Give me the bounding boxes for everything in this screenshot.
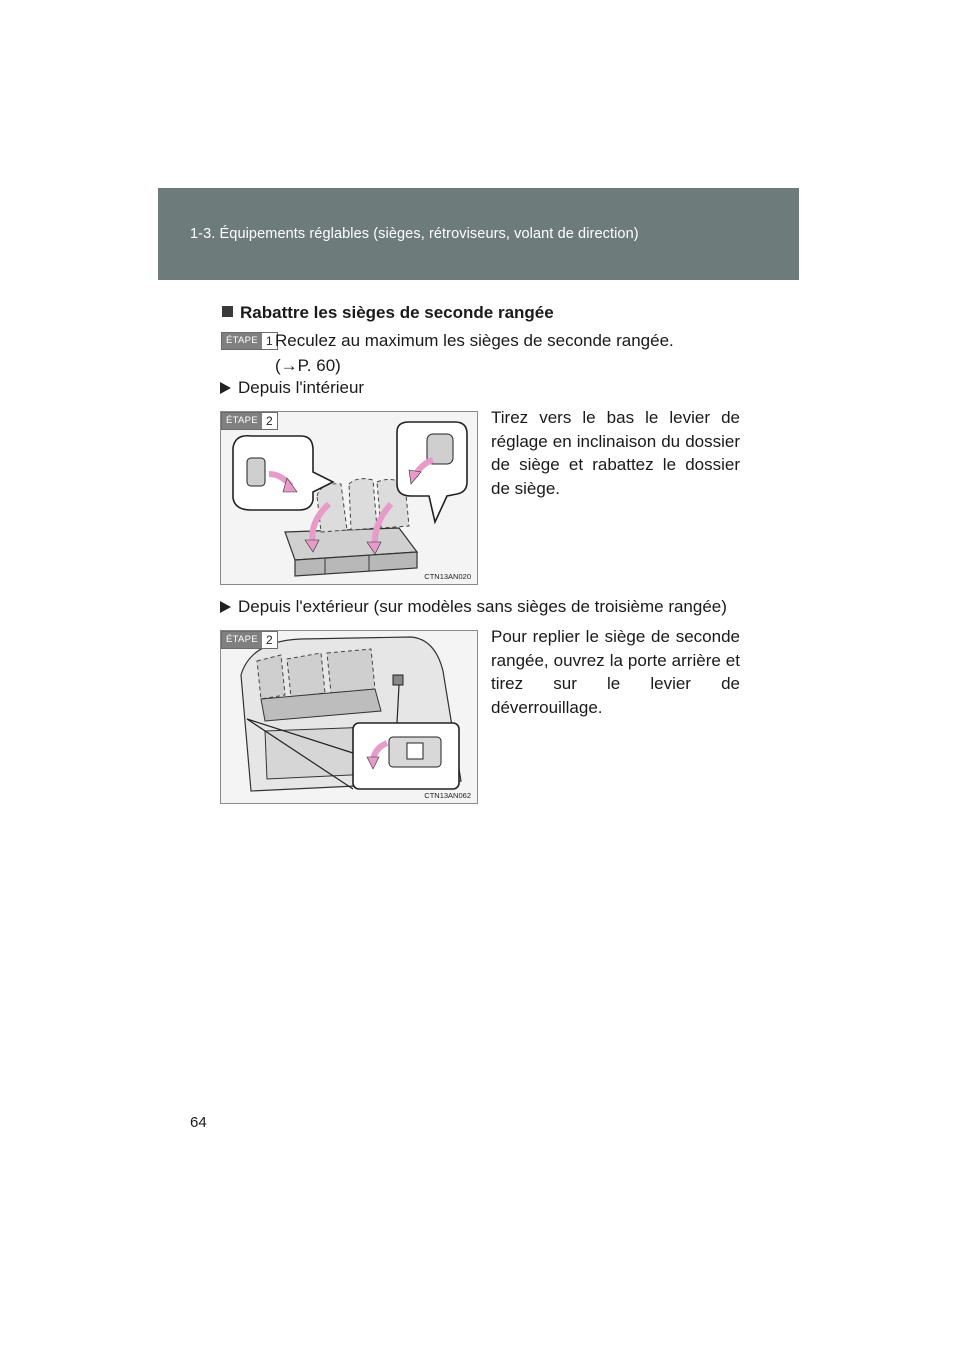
exterior-figure (220, 630, 478, 804)
step-number: 1 (262, 333, 277, 349)
step-number: 2 (262, 632, 277, 648)
seat-fold-illustration (221, 412, 477, 584)
page-number: 64 (190, 1114, 207, 1131)
square-bullet-icon (222, 306, 233, 317)
interior-description: Tirez vers le bas le levier de réglage en inclinaison du dossier de siège et rabattez le dossier de siège. (491, 408, 740, 498)
interior-figure (220, 411, 478, 585)
interior-heading-text: Depuis l'intérieur (238, 378, 365, 397)
step-1-badge (221, 332, 278, 350)
triangle-bullet-icon (220, 601, 231, 613)
triangle-bullet-icon (220, 382, 231, 394)
chapter-title: 1-3. Équipements réglables (sièges, rétroviseurs, volant de direction) (190, 226, 639, 242)
step-1-text: Reculez au maximum les sièges de seconde rangée. (275, 331, 674, 350)
exterior-heading-text: Depuis l'extérieur (sur modèles sans sièges de troisième rangée) (238, 597, 727, 616)
exterior-heading (220, 597, 727, 617)
figure-code: CTN13AN020 (424, 572, 471, 581)
cargo-release-illustration (221, 631, 477, 803)
step-2-badge-interior (221, 412, 278, 430)
etape-tag: ÉTAPE (222, 632, 262, 648)
etape-tag: ÉTAPE (222, 413, 262, 429)
section-title (222, 303, 554, 323)
chapter-header (158, 188, 799, 280)
exterior-description: Pour replier le siège de seconde rangée, ouvrez la porte arrière et tirez sur le levier de déverrouillage. (491, 627, 740, 717)
figure-code: CTN13AN062 (424, 791, 471, 800)
interior-heading (220, 378, 364, 398)
step-2-badge-exterior (221, 631, 278, 649)
section-title-text: Rabattre les sièges de seconde rangée (240, 303, 554, 322)
etape-tag: ÉTAPE (222, 333, 262, 349)
step-number: 2 (262, 413, 277, 429)
page-reference: (→P. 60) (275, 356, 341, 375)
